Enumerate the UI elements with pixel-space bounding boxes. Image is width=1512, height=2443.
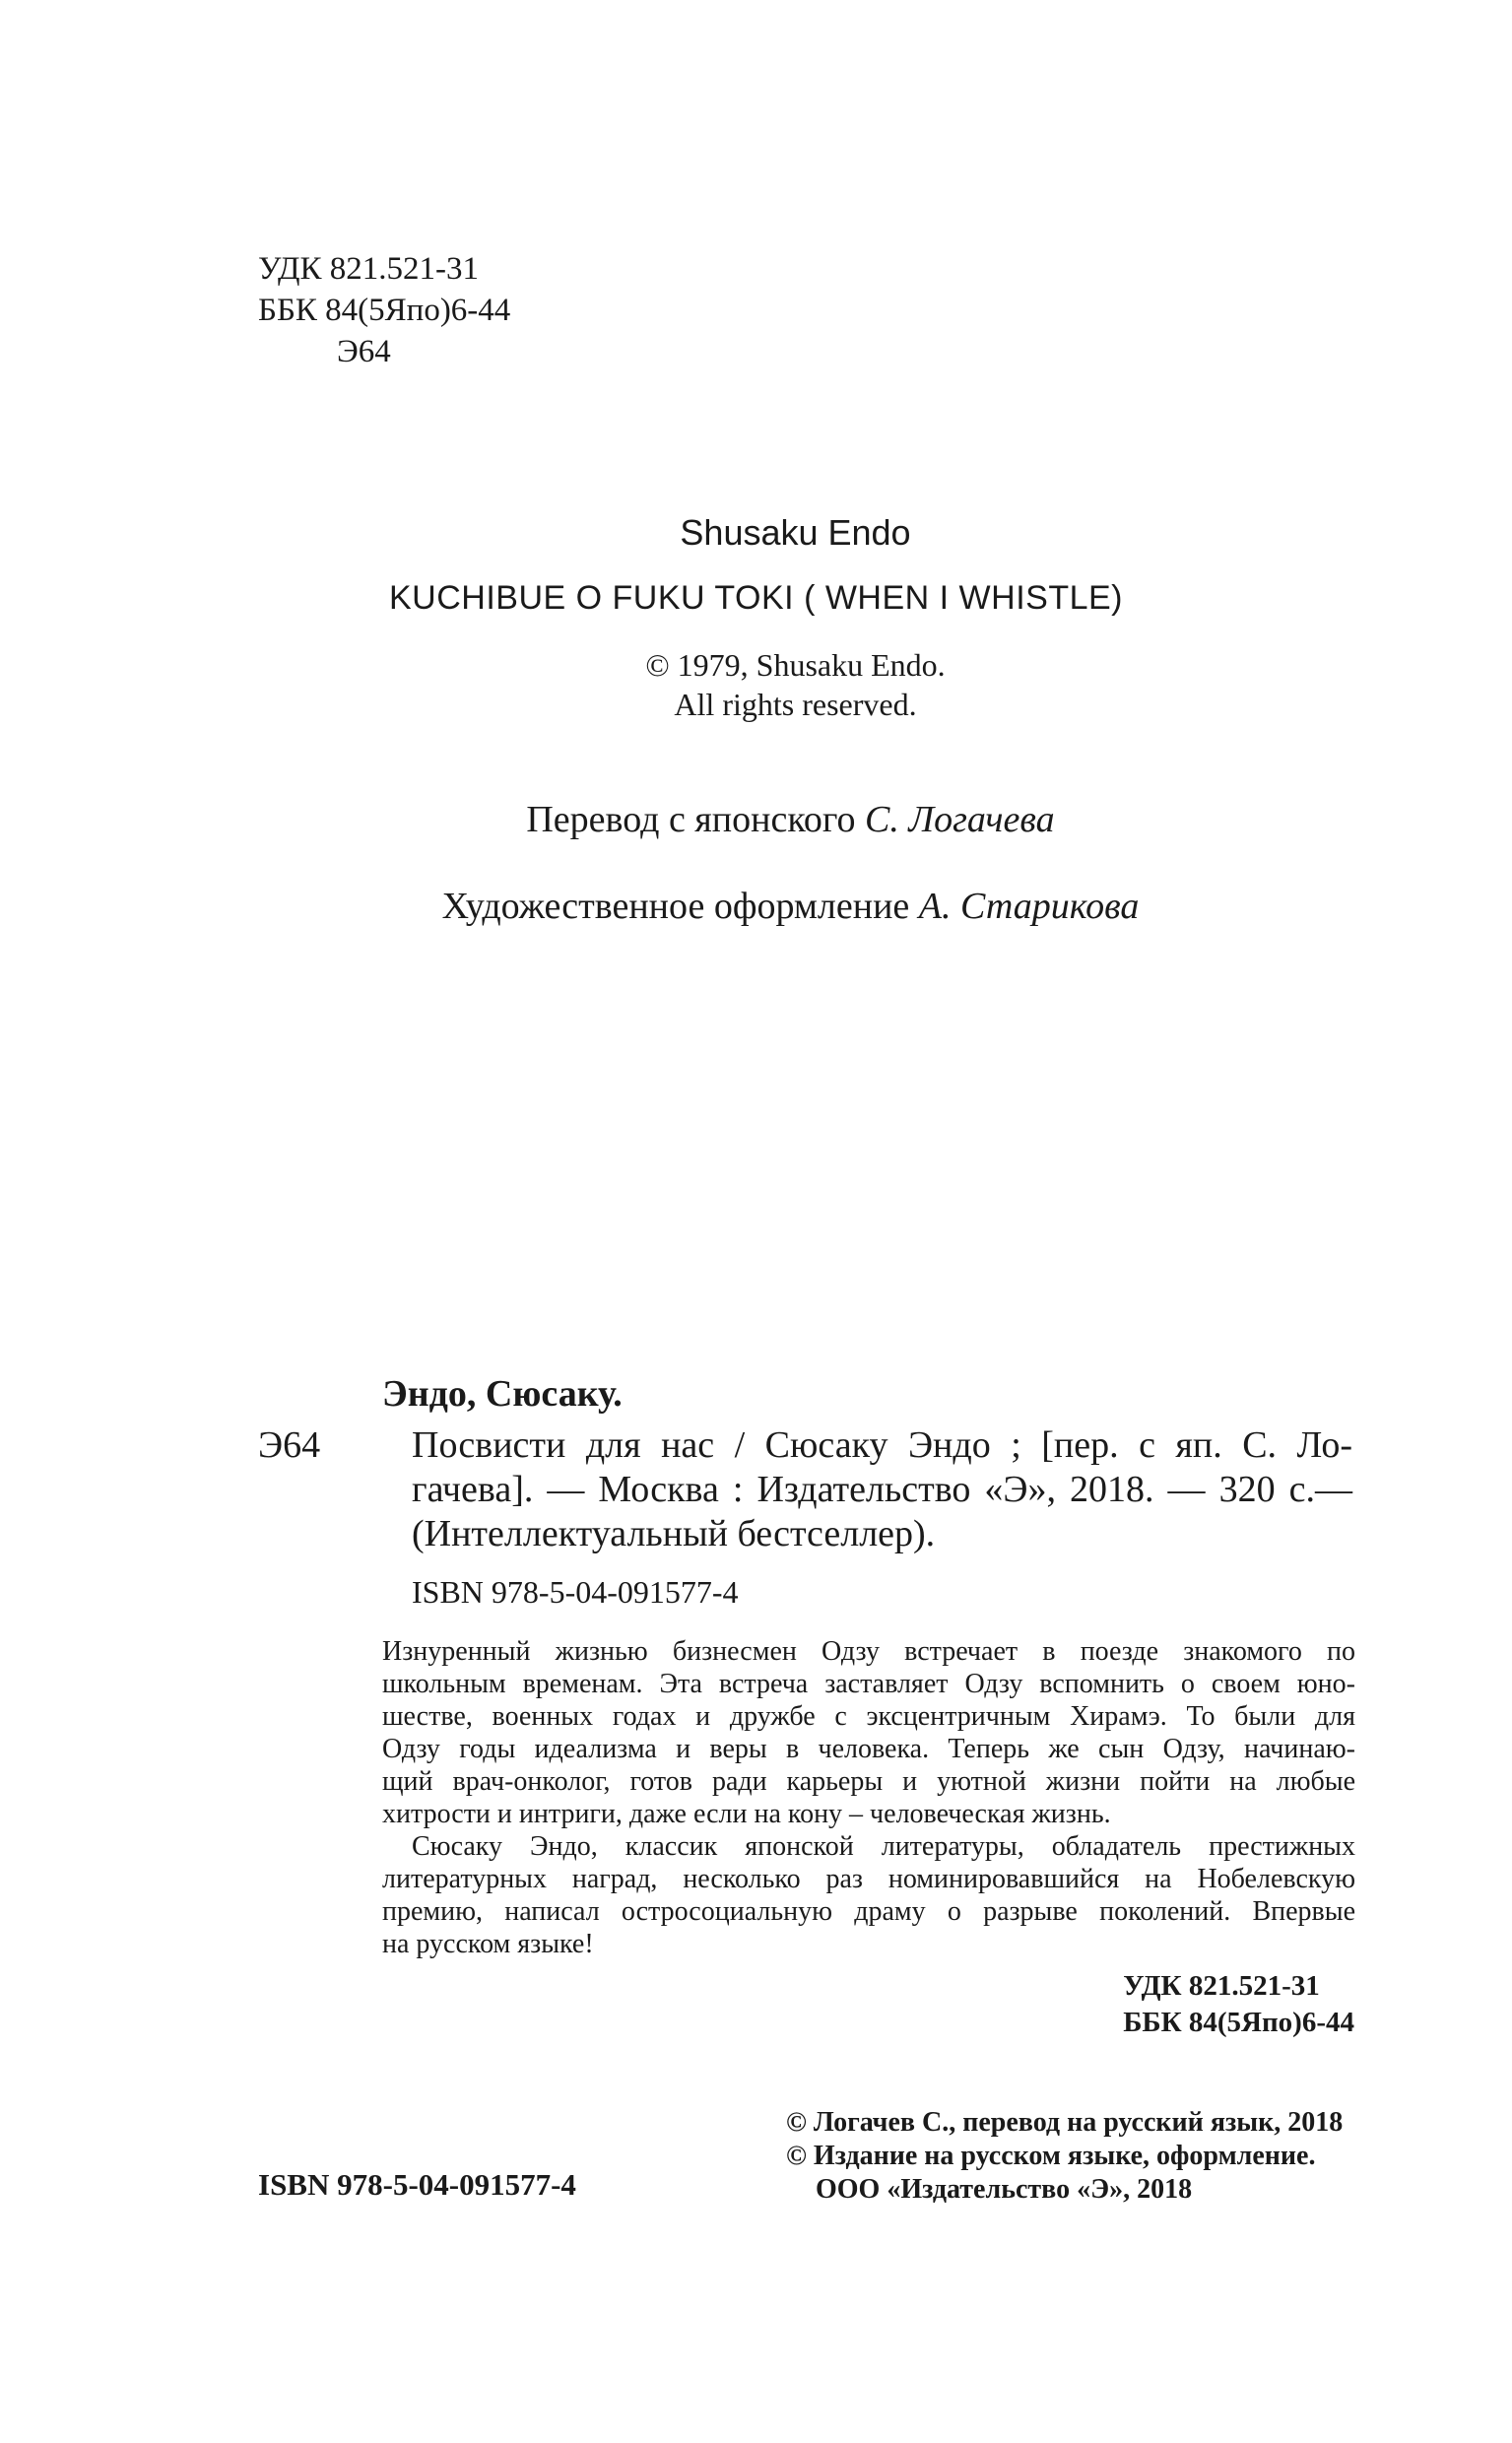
translator-credit xyxy=(0,798,1512,841)
original-title: KUCHIBUE O FUKU TOKI ( WHEN I WHISTLE) xyxy=(388,579,1124,617)
annotation-line: премию, написал остросоциальную драму о разрыве поколений. Впервые xyxy=(382,1896,1355,1927)
copyright-edition: © Издание на русском языке, оформление. xyxy=(786,2141,1316,2171)
annotation-line: Сюсаку Эндо, классик японской литературы, обладатель престижных xyxy=(412,1831,1355,1862)
annotation-line: школьным временам. Эта встреча заставляет Одзу вспомнить о своем юно- xyxy=(382,1669,1355,1699)
bibliographic-line: гачева]. — Москва : Издательство «Э», 2018. — 320 с.— xyxy=(412,1469,1352,1510)
copyright-notices xyxy=(786,2106,1343,2207)
classification-codes xyxy=(258,248,510,372)
annotation-line: на русском языке! xyxy=(382,1929,594,1959)
design-prefix: Художественное оформление xyxy=(441,886,910,927)
bottom-bbk-code: ББК 84(5Япо)6-44 xyxy=(1123,2007,1354,2038)
bibliographic-description xyxy=(412,1423,1352,1556)
bbk-code: ББК 84(5Япо)6-44 xyxy=(258,293,511,328)
bibliographic-line: Посвисти для нас / Сюсаку Эндо ; [пер. с яп. С. Ло- xyxy=(412,1424,1352,1466)
translator-name: С. Логачева xyxy=(865,799,1055,840)
annotation-line: хитрости и интриги, даже если на кону – человеческая жизнь. xyxy=(382,1799,1111,1829)
designer-name: А. Старикова xyxy=(918,886,1140,927)
author-mark: Э64 xyxy=(337,334,391,369)
annotation-line: шестве, военных годах и дружбе с эксцентричным Хирамэ. То были для xyxy=(382,1701,1355,1732)
footer-isbn: ISBN 978-5-04-091577-4 xyxy=(258,2167,576,2202)
annotation-line: Одзу годы идеализма и веры в человека. Теперь же сын Одзу, начинаю- xyxy=(382,1734,1355,1764)
original-copyright-line: © 1979, Shusaku Endo. xyxy=(645,647,946,683)
annotation-line: Изнуренный жизнью бизнесмен Одзу встречает в поезде знакомого по xyxy=(382,1636,1355,1667)
original-rights-line: All rights reserved. xyxy=(674,687,917,722)
copyright-translation: © Логачев С., перевод на русский язык, 2018 xyxy=(786,2107,1344,2138)
original-author: Shusaku Endo xyxy=(680,512,911,553)
design-credit xyxy=(0,885,1512,928)
bibliographic-author: Эндо, Сюсаку. xyxy=(382,1373,623,1415)
original-copyright xyxy=(0,645,1512,724)
bibliographic-code: Э64 xyxy=(258,1424,321,1466)
annotation-line: щий врач-онколог, готов ради карьеры и уютной жизни пойти на любые xyxy=(382,1766,1355,1797)
bottom-classification-codes xyxy=(1123,1968,1354,2041)
copyright-publisher: ООО «Издательство «Э», 2018 xyxy=(816,2174,1193,2205)
translator-prefix: Перевод с японского xyxy=(526,799,856,840)
bibliographic-isbn: ISBN 978-5-04-091577-4 xyxy=(412,1574,739,1610)
bottom-udk-code: УДК 821.521-31 xyxy=(1123,1970,1320,2002)
bibliographic-line: (Интеллектуальный бестселлер). xyxy=(412,1513,936,1554)
udk-code: УДК 821.521-31 xyxy=(258,251,480,287)
annotation xyxy=(382,1635,1355,1960)
annotation-line: литературных наград, несколько раз номинировавшийся на Нобелевскую xyxy=(382,1864,1355,1894)
